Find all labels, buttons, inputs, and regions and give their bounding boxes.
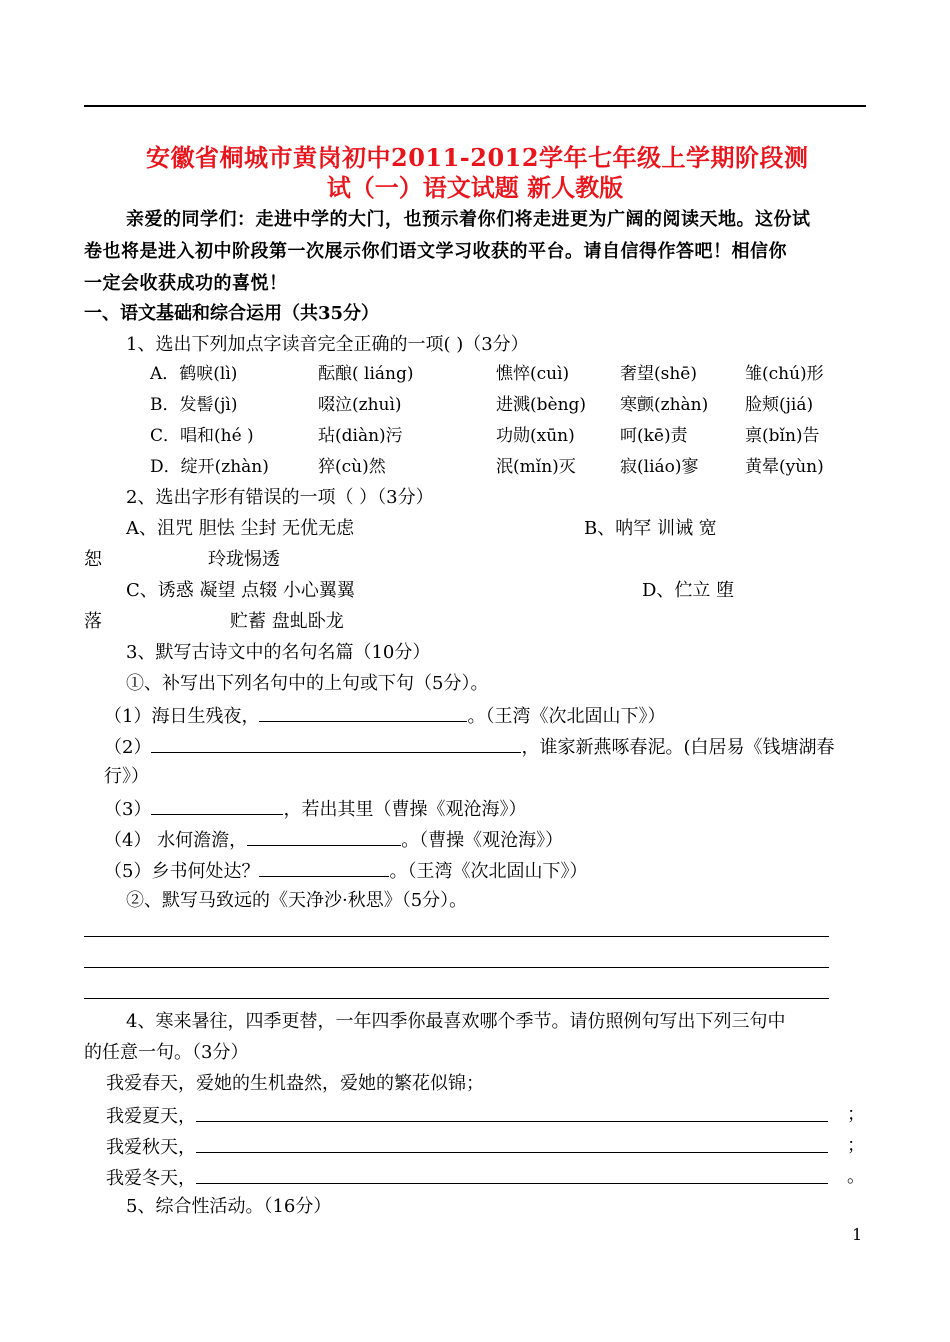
q2-option-d-tail-1: 落 [84, 611, 102, 632]
q1-option-a-4: 奢望(shē) [620, 364, 697, 384]
q5-stem: 5、综合性活动。（16分） [126, 1196, 332, 1217]
q1-option-a-5: 雏(chú)形 [745, 364, 824, 384]
q2-option-b-tail-1: 恕 [84, 549, 102, 570]
q3-answer-blank-5[interactable] [259, 858, 389, 877]
q4-autumn-line [106, 1134, 828, 1160]
q3-answer-blank-2[interactable] [151, 734, 521, 753]
q2-option-a: A、沮咒 胆怯 尘封 无优无虑 [126, 518, 355, 539]
q1-option-d-2: 猝(cù)然 [318, 457, 386, 477]
q1-option-a-1: A．鹤唳(lì) [150, 364, 238, 384]
q1-option-c-3: 功勋(xūn) [496, 426, 575, 446]
q4-summer-label: 我爱夏天， [106, 1106, 196, 1127]
q3-line-1 [104, 703, 665, 729]
header-rule [84, 105, 866, 107]
poem-writing-line-1[interactable] [84, 936, 829, 937]
q4-summer-end: ； [847, 1104, 865, 1125]
q4-autumn-blank[interactable] [196, 1134, 828, 1153]
q3-line-4-source: 。（曹操《观沧海》） [401, 830, 564, 851]
q4-winter-blank[interactable] [196, 1165, 828, 1184]
intro-line-1: 亲爱的同学们：走进中学的大门，也预示着你们将走进更为广阔的阅读天地。这份试 [126, 209, 811, 230]
q3-line-5-source: 。（王湾《次北固山下》） [389, 861, 588, 882]
q1-option-d-5: 黄晕(yùn) [745, 457, 824, 477]
poem-writing-line-3[interactable] [84, 998, 829, 999]
q3-line-4 [104, 827, 563, 853]
q3-line-1-source: 。（王湾《次北固山下》） [467, 706, 666, 727]
q1-stem: 1、选出下列加点字读音完全正确的一项( )（3分） [126, 334, 529, 355]
q4-autumn-end: ； [847, 1135, 865, 1156]
q3-line-4-text: （4） 水何澹澹， [104, 830, 248, 851]
q4-example: 我爱春天，爱她的生机盎然，爱她的繁花似锦； [106, 1073, 484, 1094]
q1-option-d-4: 寂(liáo)寥 [620, 457, 699, 477]
intro-line-3: 一定会收获成功的喜悦！ [84, 273, 288, 294]
q3-line-3-label: （3） [104, 799, 152, 820]
q4-summer-blank[interactable] [196, 1103, 828, 1122]
q3-answer-blank-4[interactable] [247, 827, 401, 846]
q1-option-d-3: 泯(mǐn)灭 [496, 457, 576, 477]
q1-option-c-2: 玷(diàn)污 [318, 426, 403, 446]
page-number: 1 [852, 1225, 863, 1244]
q3-sub1: ①、补写出下列名句中的上句或下句（5分）。 [126, 673, 489, 694]
q4-stem-line-1: 4、寒来暑往，四季更替，一年四季你最喜欢哪个季节。请仿照例句写出下列三句中 [126, 1011, 786, 1032]
q3-line-2-continued: 行》） [104, 766, 149, 787]
q1-option-b-1: B．发髻(jì) [150, 395, 238, 415]
q4-winter-label: 我爱冬天， [106, 1168, 196, 1189]
q1-option-b-5: 脸颊(jiá) [745, 395, 814, 415]
q3-line-2-text: ，谁家新燕啄春泥。(白居易《钱塘湖春 [521, 737, 835, 758]
q1-option-a-3: 憔悴(cuì) [496, 364, 570, 384]
q1-option-a-2: 酝酿( liáng) [318, 364, 414, 384]
q2-stem: 2、选出字形有错误的一项（ ）（3分） [126, 487, 434, 508]
q1-option-d-1: D．绽开(zhàn) [150, 457, 269, 477]
q3-sub2: ②、默写马致远的《天净沙·秋思》（5分）。 [126, 890, 468, 911]
q3-line-5 [104, 858, 587, 884]
q4-winter-line [106, 1165, 828, 1191]
q1-option-c-1: C．唱和(hé ) [150, 426, 254, 446]
q1-option-c-4: 呵(kē)责 [620, 426, 688, 446]
section-1-heading: 一、语文基础和综合运用（共35分） [84, 303, 380, 324]
q3-line-2-label: （2） [104, 737, 152, 758]
q3-line-3 [104, 796, 526, 822]
intro-line-2: 卷也将是进入初中阶段第一次展示你们语文学习收获的平台。请自信得作答吧！相信你 [84, 241, 787, 262]
document-title-line1: 安徽省桐城市黄岗初中2011-2012学年七年级上学期阶段测 [146, 143, 809, 172]
q2-option-b-tail-2: 玲珑惕透 [208, 549, 280, 570]
q2-option-d-tail-2: 贮蓄 盘虬卧龙 [230, 611, 344, 632]
q3-answer-blank-3[interactable] [151, 796, 283, 815]
q2-option-b-head: B、呐罕 训诫 宽 [584, 518, 717, 539]
q4-summer-line [106, 1103, 828, 1129]
q1-option-b-4: 寒颤(zhàn) [620, 395, 709, 415]
q4-autumn-label: 我爱秋天， [106, 1137, 196, 1158]
q3-stem: 3、默写古诗文中的名句名篇（10分） [126, 642, 431, 663]
q1-option-b-3: 进溅(bèng) [496, 395, 587, 415]
q2-option-c: C、诱惑 凝望 点辍 小心翼翼 [126, 580, 355, 601]
q3-line-1-text: （1）海日生残夜， [104, 706, 260, 727]
q3-answer-blank-1[interactable] [259, 703, 467, 722]
q1-option-c-5: 禀(bǐn)告 [745, 426, 820, 446]
q1-option-b-2: 啜泣(zhuì) [318, 395, 402, 415]
q3-line-2 [104, 734, 834, 760]
q2-option-d-head: D、伫立 堕 [642, 580, 735, 601]
q4-winter-end: 。 [847, 1166, 865, 1187]
q3-line-3-text: ，若出其里（曹操《观沧海》） [283, 799, 527, 820]
poem-writing-line-2[interactable] [84, 967, 829, 968]
q3-line-5-text: （5）乡书何处达？ [104, 861, 260, 882]
q4-stem-line-2: 的任意一句。（3分） [84, 1042, 249, 1063]
document-title-line2: 试（一）语文试题 新人教版 [326, 173, 624, 202]
